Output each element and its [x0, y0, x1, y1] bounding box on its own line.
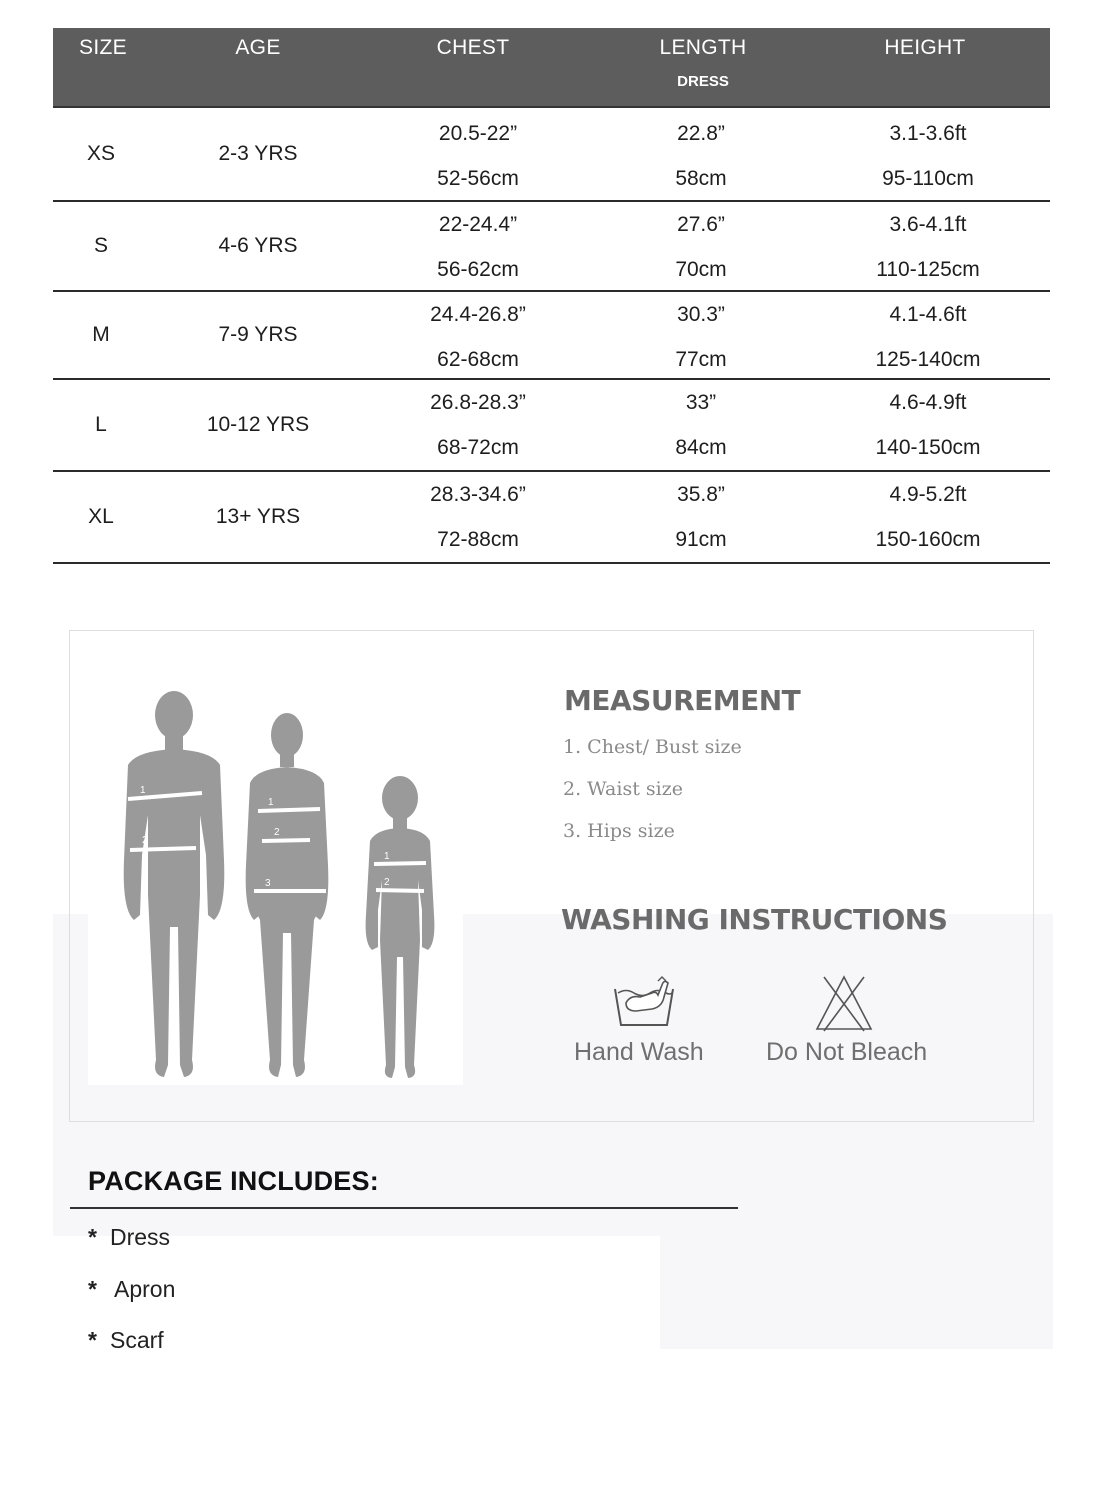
height-cm-cell: 140-150cm [875, 436, 981, 459]
svg-text:2: 2 [142, 835, 148, 846]
height-ft-cell: 3.1-3.6ft [889, 122, 967, 145]
length-cm-cell: 84cm [675, 436, 727, 459]
body-figures [88, 665, 463, 1085]
table-row [53, 108, 1050, 202]
size-cell: L [95, 413, 107, 436]
length-cm-cell: 70cm [675, 258, 727, 281]
measurement-item-hips: 3. Hips size [563, 820, 675, 842]
svg-text:2: 2 [384, 877, 390, 888]
length-inch-cell: 30.3” [677, 303, 725, 326]
size-cell: XL [88, 505, 114, 528]
table-row [53, 472, 1050, 564]
height-cm-cell: 125-140cm [875, 348, 981, 371]
bullet: * [88, 1224, 97, 1250]
length-inch-cell: 22.8” [677, 122, 725, 145]
height-ft-cell: 3.6-4.1ft [889, 213, 967, 236]
measurement-title: MEASUREMENT [564, 684, 801, 717]
package-item [88, 1327, 164, 1354]
hand-wash-icon [612, 975, 676, 1034]
male-silhouette [124, 691, 225, 1077]
bullet: * [88, 1276, 97, 1302]
package-item-label: Scarf [110, 1327, 164, 1353]
svg-text:1: 1 [384, 851, 390, 862]
background-panel [660, 1230, 1053, 1349]
svg-text:3: 3 [265, 878, 271, 889]
height-cm-cell: 150-160cm [875, 528, 981, 551]
height-ft-cell: 4.1-4.6ft [889, 303, 967, 326]
svg-text:2: 2 [274, 827, 280, 838]
size-cell: M [92, 323, 110, 346]
header-length-sub: DRESS [677, 73, 729, 90]
chest-cm-cell: 62-68cm [437, 348, 519, 371]
table-row [53, 292, 1050, 380]
bullet: * [88, 1327, 97, 1353]
length-cm-cell: 91cm [675, 528, 727, 551]
header-length: LENGTH [659, 36, 747, 59]
age-cell: 13+ YRS [215, 505, 301, 528]
height-ft-cell: 4.9-5.2ft [889, 483, 967, 506]
chest-cm-cell: 56-62cm [437, 258, 519, 281]
table-row [53, 380, 1050, 472]
chest-inch-cell: 22-24.4” [438, 213, 518, 236]
age-cell: 4-6 YRS [218, 234, 298, 257]
height-cm-cell: 95-110cm [882, 167, 974, 190]
female-silhouette [246, 713, 329, 1077]
measurement-item-chest: 1. Chest/ Bust size [563, 736, 742, 758]
height-cm-cell: 110-125cm [876, 258, 980, 281]
body-silhouettes-illustration [88, 665, 463, 1085]
height-ft-cell: 4.6-4.9ft [889, 391, 967, 414]
age-cell: 10-12 YRS [206, 413, 310, 436]
length-cm-cell: 77cm [675, 348, 727, 371]
chest-inch-cell: 26.8-28.3” [430, 391, 526, 414]
chest-inch-cell: 24.4-26.8” [430, 303, 526, 326]
package-divider [70, 1207, 738, 1209]
measurement-item-waist: 2. Waist size [563, 778, 683, 800]
do-not-bleach-label: Do Not Bleach [766, 1038, 928, 1066]
header-height: HEIGHT [884, 36, 966, 59]
length-inch-cell: 27.6” [677, 213, 725, 236]
length-inch-cell: 33” [685, 391, 717, 414]
chest-cm-cell: 68-72cm [437, 436, 519, 459]
size-chart-table [53, 28, 1050, 564]
package-item-label: Dress [110, 1224, 171, 1250]
package-item [88, 1276, 175, 1303]
header-age: AGE [235, 36, 281, 59]
header-chest: CHEST [436, 36, 510, 59]
header-size: SIZE [79, 36, 127, 59]
length-cm-cell: 58cm [675, 167, 727, 190]
do-not-bleach-icon [814, 975, 874, 1038]
package-item-label: Apron [114, 1276, 176, 1302]
child-silhouette [366, 776, 435, 1078]
svg-text:1: 1 [140, 785, 146, 796]
size-cell: S [93, 234, 108, 257]
hand-wash-label: Hand Wash [574, 1038, 704, 1066]
package-item [88, 1224, 170, 1251]
size-cell: XS [86, 142, 115, 165]
chest-inch-cell: 20.5-22” [438, 122, 518, 145]
chest-cm-cell: 52-56cm [437, 167, 519, 190]
age-cell: 7-9 YRS [218, 323, 298, 346]
svg-text:1: 1 [268, 797, 274, 808]
package-includes-title: PACKAGE INCLUDES: [88, 1166, 379, 1196]
length-inch-cell: 35.8” [677, 483, 725, 506]
age-cell: 2-3 YRS [218, 142, 298, 165]
washing-instructions-title: WASHING INSTRUCTIONS [561, 903, 948, 936]
table-header [53, 28, 1050, 108]
chest-inch-cell: 28.3-34.6” [430, 483, 526, 506]
chest-cm-cell: 72-88cm [437, 528, 519, 551]
table-row [53, 202, 1050, 292]
